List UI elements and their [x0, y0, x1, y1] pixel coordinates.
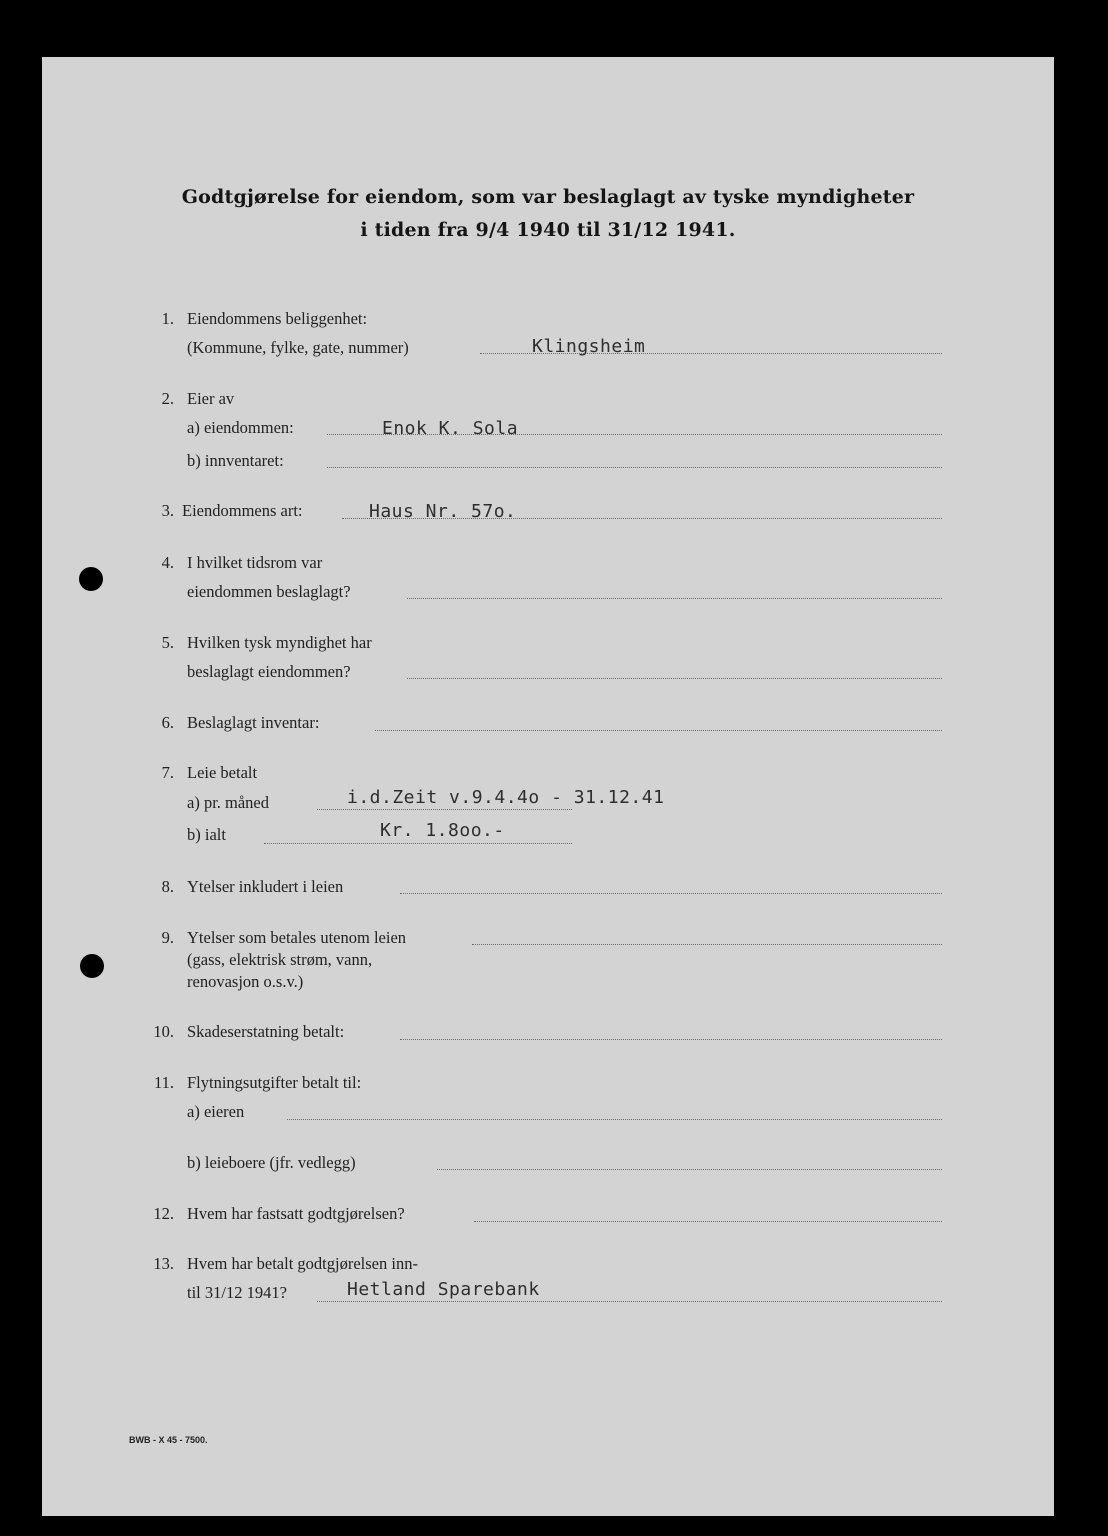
q2b-label: b) innventaret: — [187, 451, 284, 470]
q6-answer-line — [375, 730, 942, 731]
punch-hole-bottom — [80, 954, 104, 978]
q13-label: Hvem har betalt godtgjørelsen inn- — [187, 1254, 418, 1273]
q2-label: Eier av — [187, 389, 235, 408]
q1-answer: Klingsheim — [532, 336, 646, 357]
q3-answer: Haus Nr. 57o. — [369, 501, 517, 522]
q1-label: Eiendommens beliggenhet: — [187, 309, 368, 328]
q7a-answer-line — [317, 809, 572, 810]
q8-number: 8. — [161, 877, 174, 896]
q9-answer-line — [472, 944, 942, 945]
q11-number: 11. — [153, 1073, 174, 1092]
q7-label: Leie betalt — [187, 763, 258, 782]
q7b-answer-line — [264, 843, 572, 844]
q7a-answer: i.d.Zeit v.9.4.4o - 31.12.41 — [347, 787, 665, 808]
q13-number: 13. — [153, 1254, 174, 1273]
q2a-label: a) eiendommen: — [187, 418, 294, 437]
q12-number: 12. — [153, 1204, 174, 1223]
q9-number: 9. — [161, 928, 174, 947]
q2-number: 2. — [161, 389, 174, 408]
q3-number: 3. — [161, 501, 174, 520]
q1-sublabel: (Kommune, fylke, gate, nummer) — [187, 338, 409, 357]
q5-answer-line — [407, 678, 942, 679]
q12-label: Hvem har fastsatt godtgjørelsen? — [187, 1204, 405, 1223]
q11a-label: a) eieren — [187, 1102, 245, 1121]
punch-hole-top — [79, 567, 103, 591]
q6-number: 6. — [161, 713, 174, 732]
q9-label: Ytelser som betales utenom leien — [187, 928, 407, 947]
q7b-label: b) ialt — [187, 825, 226, 844]
q4-label: I hvilket tidsrom var — [187, 553, 323, 572]
q13-answer-line — [317, 1301, 942, 1302]
q13-label-cont: til 31/12 1941? — [187, 1283, 287, 1302]
q7-number: 7. — [161, 763, 174, 782]
q10-number: 10. — [153, 1022, 174, 1041]
q10-answer-line — [400, 1039, 942, 1040]
q13-answer: Hetland Sparebank — [347, 1279, 540, 1300]
q12-answer-line — [474, 1221, 942, 1222]
q11-label: Flytningsutgifter betalt til: — [187, 1073, 362, 1092]
q8-answer-line — [400, 893, 942, 894]
q11b-answer-line — [437, 1169, 942, 1170]
q11a-answer-line — [287, 1119, 942, 1120]
q5-label: Hvilken tysk myndighet har — [187, 633, 372, 652]
q4-answer-line — [407, 598, 942, 599]
q2a-answer: Enok K. Sola — [382, 418, 519, 439]
q11b-label: b) leieboere (jfr. vedlegg) — [187, 1153, 356, 1172]
q9-label-cont-2: renovasjon o.s.v.) — [187, 972, 304, 991]
form-title-line-2: i tiden fra 9/4 1940 til 31/12 1941. — [360, 219, 736, 241]
q9-label-cont: (gass, elektrisk strøm, vann, — [187, 950, 373, 969]
q1-number: 1. — [161, 309, 174, 328]
q5-number: 5. — [161, 633, 174, 652]
q7b-answer: Kr. 1.8oo.- — [380, 820, 505, 841]
q2b-answer-line — [327, 467, 942, 468]
q8-label: Ytelser inkludert i leien — [187, 877, 344, 896]
q6-label: Beslaglagt inventar: — [187, 713, 320, 732]
q4-label-cont: eiendommen beslaglagt? — [187, 582, 351, 601]
q5-label-cont: beslaglagt eiendommen? — [187, 662, 351, 681]
q7a-label: a) pr. måned — [187, 793, 270, 812]
print-code: BWB - X 45 - 7500. — [129, 1435, 208, 1445]
q4-number: 4. — [161, 553, 174, 572]
form-sheet — [42, 57, 1054, 1516]
q3-label: Eiendommens art: — [182, 501, 303, 520]
q10-label: Skadeserstatning betalt: — [187, 1022, 345, 1041]
form-title-line-1: Godtgjørelse for eiendom, som var beslaglagt av tyske myndigheter — [181, 186, 915, 208]
